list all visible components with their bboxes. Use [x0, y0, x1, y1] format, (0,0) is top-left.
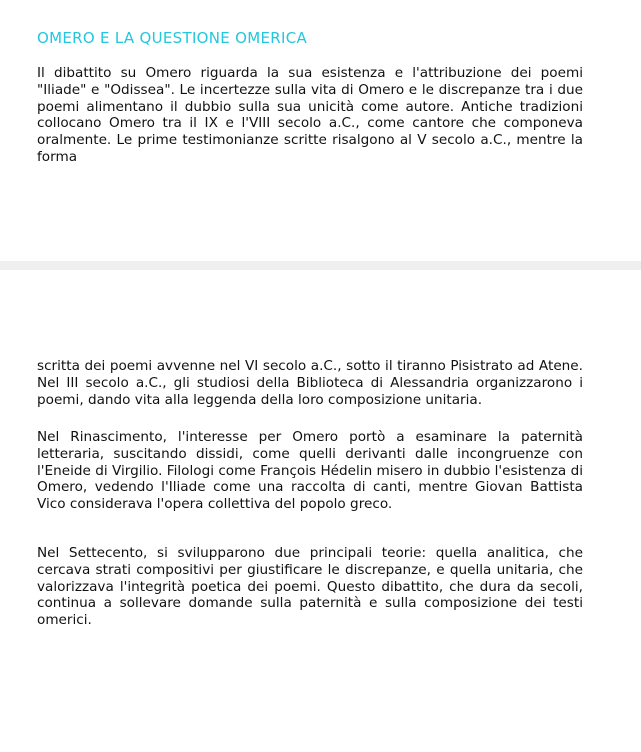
paragraph-renaissance: Nel Rinascimento, l'interesse per Omero portò a esaminare la paternità letteraria, suscitando dissidi, come quelli derivanti dalle incongruenze con l'Eneide di Virgilio. Filologi come François Hédelin misero in dubbio l'esistenza di Omero, vedendo l'Iliade come una raccolta di canti, mentre Giovan Battista Vico considerava l'opera collettiva del popolo greco. — [37, 429, 583, 513]
document-title: OMERO E LA QUESTIONE OMERICA — [37, 29, 308, 47]
paragraph-eighteenth-century: Nel Settecento, si svilupparono due principali teorie: quella analitica, che cercava strati compositivi per giustificare le discrepanze, e quella unitaria, che valorizzava l'integrità poetica dei poemi. Questo dibattito, che dura da secoli, continua a sollevare domande sulla paternità e sulla composizione dei testi omerici. — [37, 545, 583, 629]
paragraph-continuation: scritta dei poemi avvenne nel VI secolo a.C., sotto il tiranno Pisistrato ad Atene. Nel III secolo a.C., gli studiosi della Biblioteca di Alessandria organizzarono i poemi, dando vita alla leggenda della loro composizione unitaria. — [37, 358, 583, 408]
page-separator — [0, 261, 641, 270]
paragraph-intro: Il dibattito su Omero riguarda la sua esistenza e l'attribuzione dei poemi "Iliade" e "Odissea". Le incertezze sulla vita di Omero e le discrepanze tra i due poemi alimentano il dubbio sulla sua unicità come autore. Antiche tradizioni collocano Omero tra il IX e l'VIII secolo a.C., come cantore che componeva oralmente. Le prime testimonianze scritte risalgono al V secolo a.C., mentre la forma — [37, 65, 583, 165]
